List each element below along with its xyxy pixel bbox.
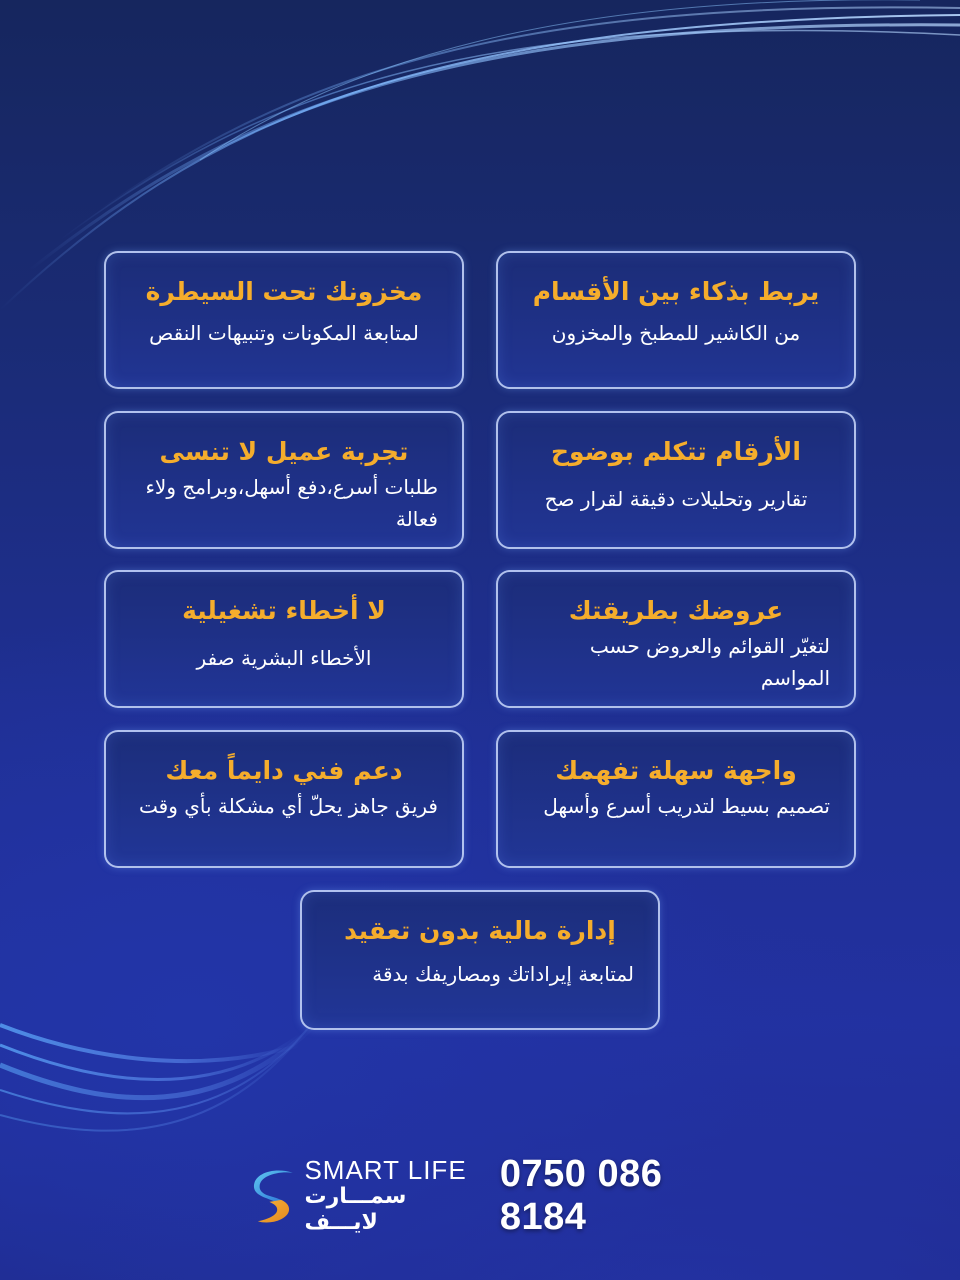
- feature-description: تقارير وتحليلات دقيقة لقرار صح: [544, 487, 808, 511]
- feature-card-finance: [300, 890, 660, 1030]
- brand-name: [304, 1156, 481, 1236]
- feature-description: الأخطاء البشرية صفر: [196, 646, 372, 670]
- feature-description: تصميم بسيط لتدريب أسرع وأسهل: [543, 794, 830, 818]
- feature-title: مخزونك تحت السيطرة: [145, 277, 423, 306]
- feature-card-smart-connect: [496, 251, 856, 389]
- feature-description: فريق جاهز يحلّ أي مشكلة بأي وقت: [139, 794, 438, 818]
- feature-card-easy-interface: [496, 730, 856, 868]
- brand-name-english: SMART LIFE: [304, 1155, 467, 1185]
- feature-description: طلبات أسرع،دفع أسهل،وبرامج ولاء فعالة: [145, 475, 438, 531]
- feature-card-offers: [496, 570, 856, 708]
- feature-title: يربط بذكاء بين الأقسام: [532, 277, 820, 306]
- feature-description: لمتابعة المكونات وتنبيهات النقص: [149, 321, 419, 345]
- feature-description: لمتابعة إيراداتك ومصاريفك بدقة: [372, 962, 634, 986]
- feature-title: واجهة سهلة تفهمك: [555, 756, 797, 785]
- feature-card-customer-experience: [104, 411, 464, 549]
- feature-card-inventory: [104, 251, 464, 389]
- feature-card-reports: [496, 411, 856, 549]
- feature-description: لتغيّر القوائم والعروض حسب المواسم: [589, 634, 830, 690]
- phone-number[interactable]: 0750 086 8184: [499, 1153, 663, 1238]
- feature-title: لا أخطاء تشغيلية: [182, 596, 386, 625]
- feature-description: من الكاشير للمطبخ والمخزون: [551, 321, 801, 345]
- feature-title: تجربة عميل لا تنسى: [159, 437, 409, 466]
- feature-title: عروضك بطريقتك: [568, 596, 784, 625]
- feature-card-support: [104, 730, 464, 868]
- feature-card-no-errors: [104, 570, 464, 708]
- s-swoosh-logo-icon: [252, 1166, 300, 1226]
- feature-title: الأرقام تتكلم بوضوح: [551, 437, 801, 466]
- feature-title: دعم فني دايماً معك: [165, 756, 403, 785]
- feature-title: إدارة مالية بدون تعقيد: [344, 916, 616, 945]
- brand-name-arabic: سمـــارت لايـــف: [304, 1184, 407, 1235]
- footer-brand-contact: [252, 1153, 752, 1238]
